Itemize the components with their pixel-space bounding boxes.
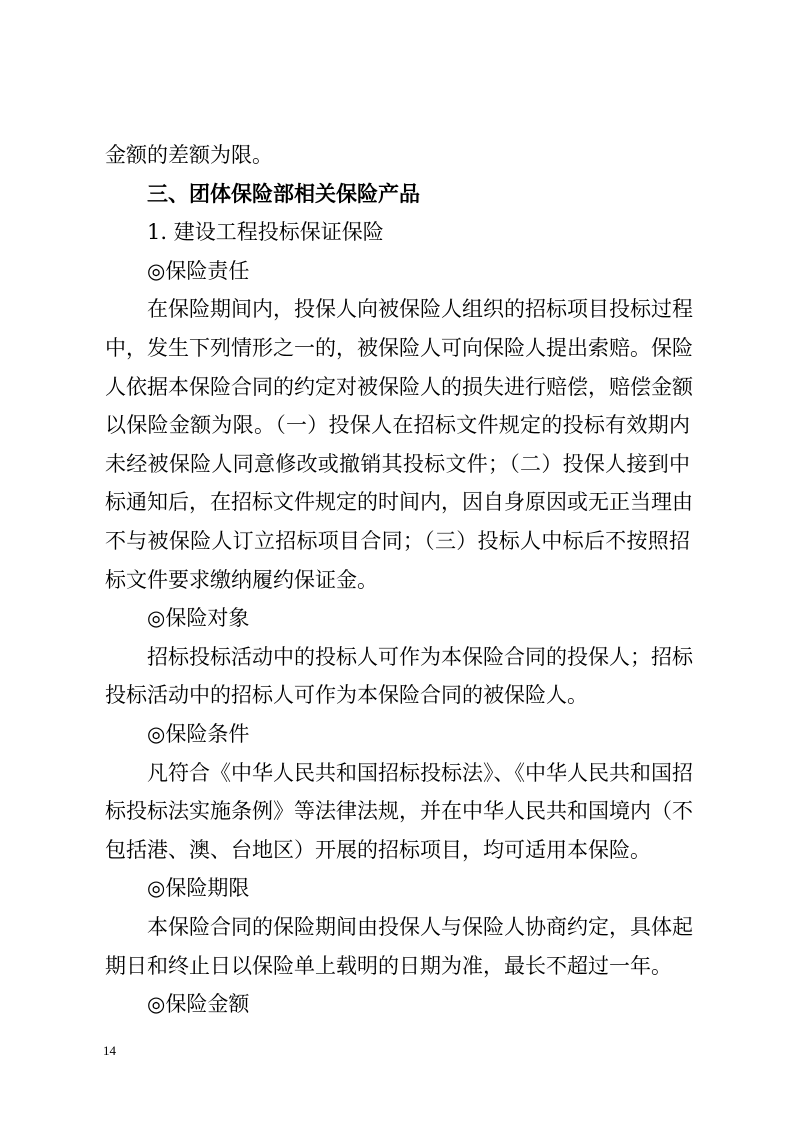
text-line: 中，发生下列情形之一的，被保险人可向保险人提出索赔。保险 xyxy=(105,336,693,360)
text-line: 在保险期间内，投保人向被保险人组织的招标项目投标过程 xyxy=(147,297,693,321)
text-line: 以保险金额为限。（一）投保人在招标文件规定的投标有效期内 xyxy=(105,413,690,437)
section-heading: 三、团体保险部相关保险产品 xyxy=(147,182,420,206)
text-line: ◎保险期限 xyxy=(147,876,250,900)
text-line: 金额的差额为限。 xyxy=(105,143,273,167)
text-line: 招标投标活动中的投标人可作为本保险合同的投保人；招标 xyxy=(147,645,693,669)
text-line: 标通知后，在招标文件规定的时间内，因自身原因或无正当理由 xyxy=(105,490,693,514)
text-line: 期日和终止日以保险单上载明的日期为准，最长不超过一年。 xyxy=(105,954,672,978)
text-line: 人依据本保险合同的约定对被保险人的损失进行赔偿，赔偿金额 xyxy=(105,375,693,399)
text-line: 投标活动中的招标人可作为本保险合同的被保险人。 xyxy=(105,683,588,707)
page-number: 14 xyxy=(103,1043,116,1058)
text-line: 本保险合同的保险期间由投保人与保险人协商约定，具体起 xyxy=(147,915,693,939)
text-line: ◎保险责任 xyxy=(147,259,250,283)
text-line: 不与被保险人订立招标项目合同；（三）投标人中标后不按照招 xyxy=(105,529,690,553)
text-line: ◎保险金额 xyxy=(147,992,250,1016)
text-line: 凡符合《中华人民共和国招标投标法》、《中华人民共和国招 xyxy=(147,761,693,785)
text-line: 包括港、澳、台地区）开展的招标项目，均可适用本保险。 xyxy=(105,838,651,862)
text-line: 1. 建设工程投标保证保险 xyxy=(147,220,384,244)
text-line: 未经被保险人同意修改或撤销其投标文件；（二）投保人接到中 xyxy=(105,452,690,476)
text-line: ◎保险对象 xyxy=(147,606,250,630)
text-line: ◎保险条件 xyxy=(147,722,250,746)
text-line: 标投标法实施条例》等法律法规，并在中华人民共和国境内（不 xyxy=(105,799,693,823)
text-line: 标文件要求缴纳履约保证金。 xyxy=(105,568,378,592)
